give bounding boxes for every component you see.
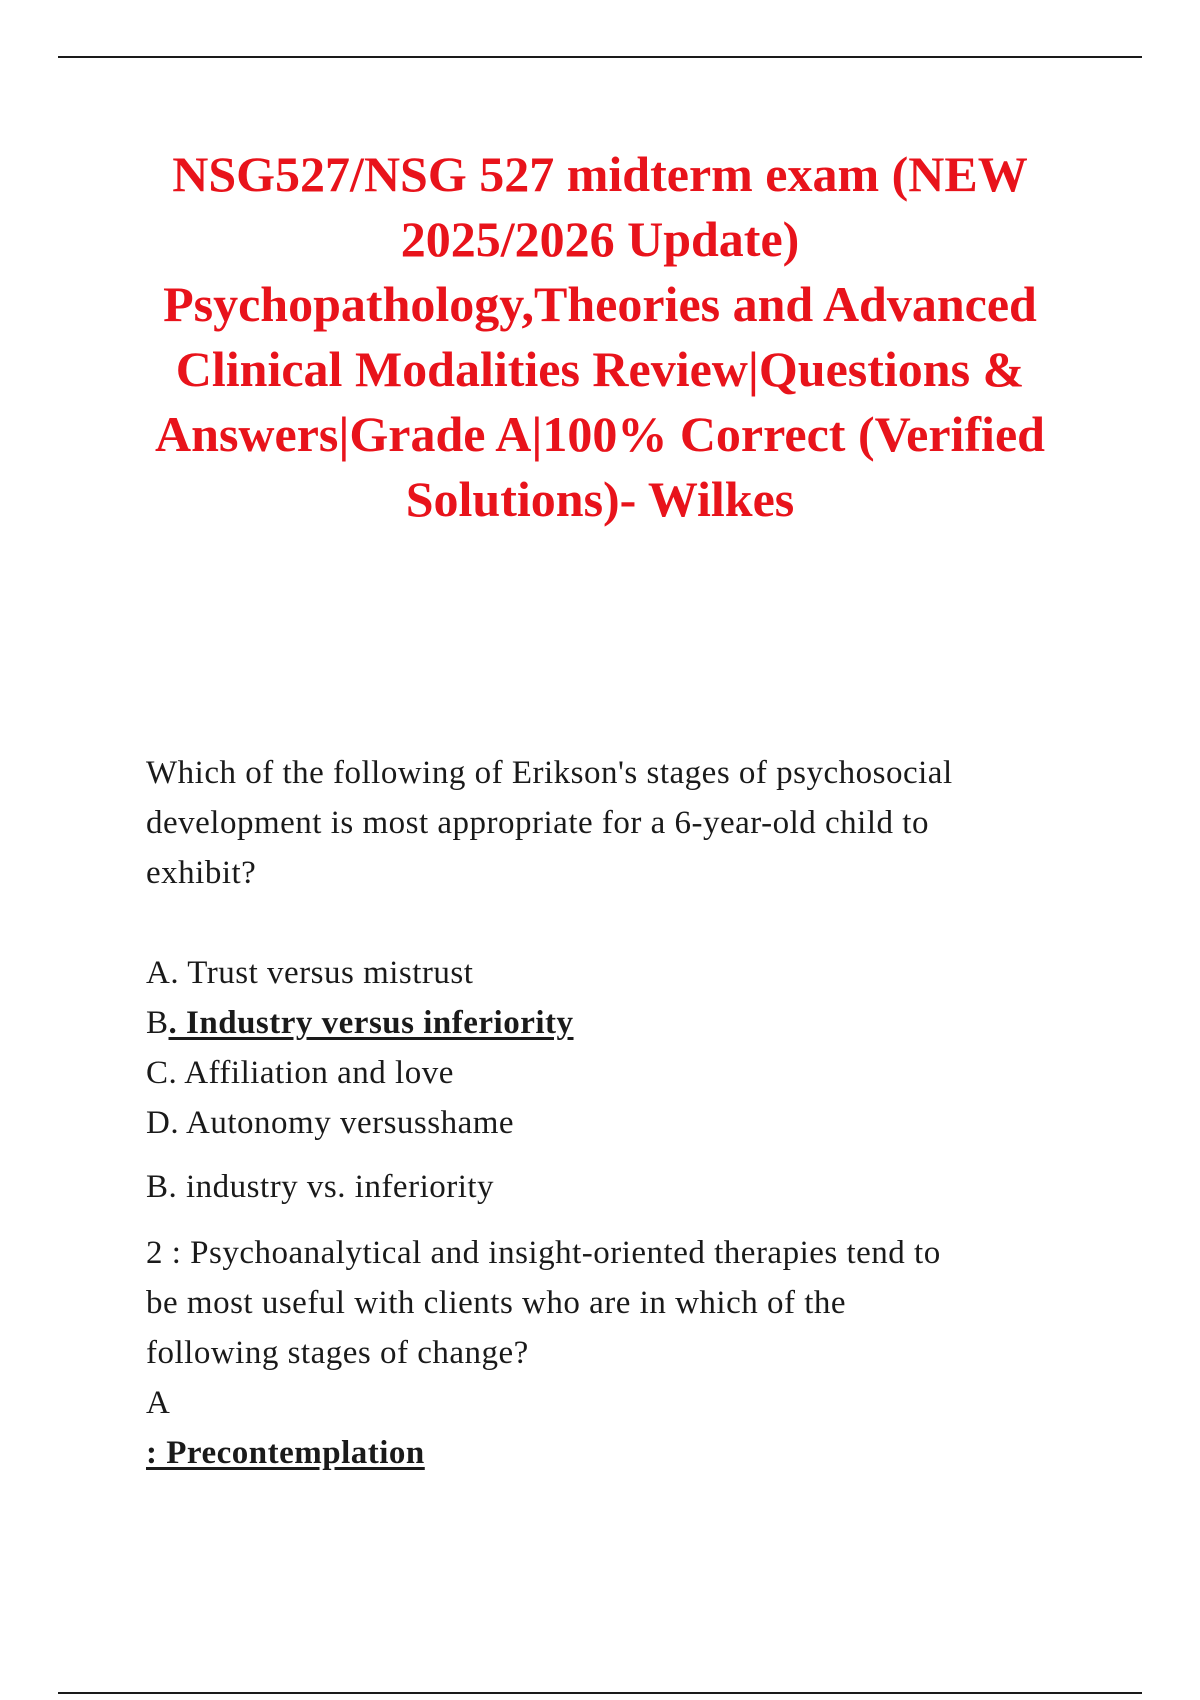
option-letter: A [146,955,171,991]
question-2-text [146,1228,1096,1478]
option-letter: D [146,1105,171,1141]
question-line: be most useful with clients who are in which of the [146,1285,847,1321]
option-text: . Affiliation and love [168,1055,454,1091]
option-a [146,1378,1096,1478]
question-line: Which of the following of Erikson's stages of psychosocial [146,755,953,791]
title-line: NSG527/NSG 527 midterm exam (NEW [172,146,1028,202]
question-1-answer: B. industry vs. inferiority [146,1169,495,1205]
question-1-text [146,748,1096,898]
option-text: . Autonomy versusshame [170,1105,515,1141]
title-line: Psychopathology,Theories and Advanced [163,276,1037,332]
option-letter: B [146,1005,169,1041]
title-line: Answers|Grade A|100% Correct (Verified [155,406,1045,462]
title-line: Solutions)- Wilkes [405,471,795,527]
correct-option-text: . Industry versus inferiority [168,1005,574,1041]
title-line: 2025/2026 Update) [400,211,800,267]
option-d [146,1098,1096,1148]
bottom-rule [58,1692,1142,1694]
correct-option-text: : Precontemplation [146,1435,425,1471]
option-b-correct [146,998,1096,1048]
question-line: 2 : Psychoanalytical and insight-oriented therapies tend to [146,1235,941,1271]
document-title [130,142,1070,532]
question-line: development is most appropriate for a 6-year-old child to [146,805,929,841]
question-line: exhibit? [146,855,257,891]
option-c [146,1048,1096,1098]
option-letter: A [146,1385,171,1421]
question-1-options [146,948,1096,1148]
question-line: following stages of change? [146,1335,529,1371]
title-line: Clinical Modalities Review|Questions & [175,341,1025,397]
option-a [146,948,1096,998]
option-text: . Trust versus mistrust [170,955,474,991]
option-letter: C [146,1055,169,1091]
top-rule [58,56,1142,58]
